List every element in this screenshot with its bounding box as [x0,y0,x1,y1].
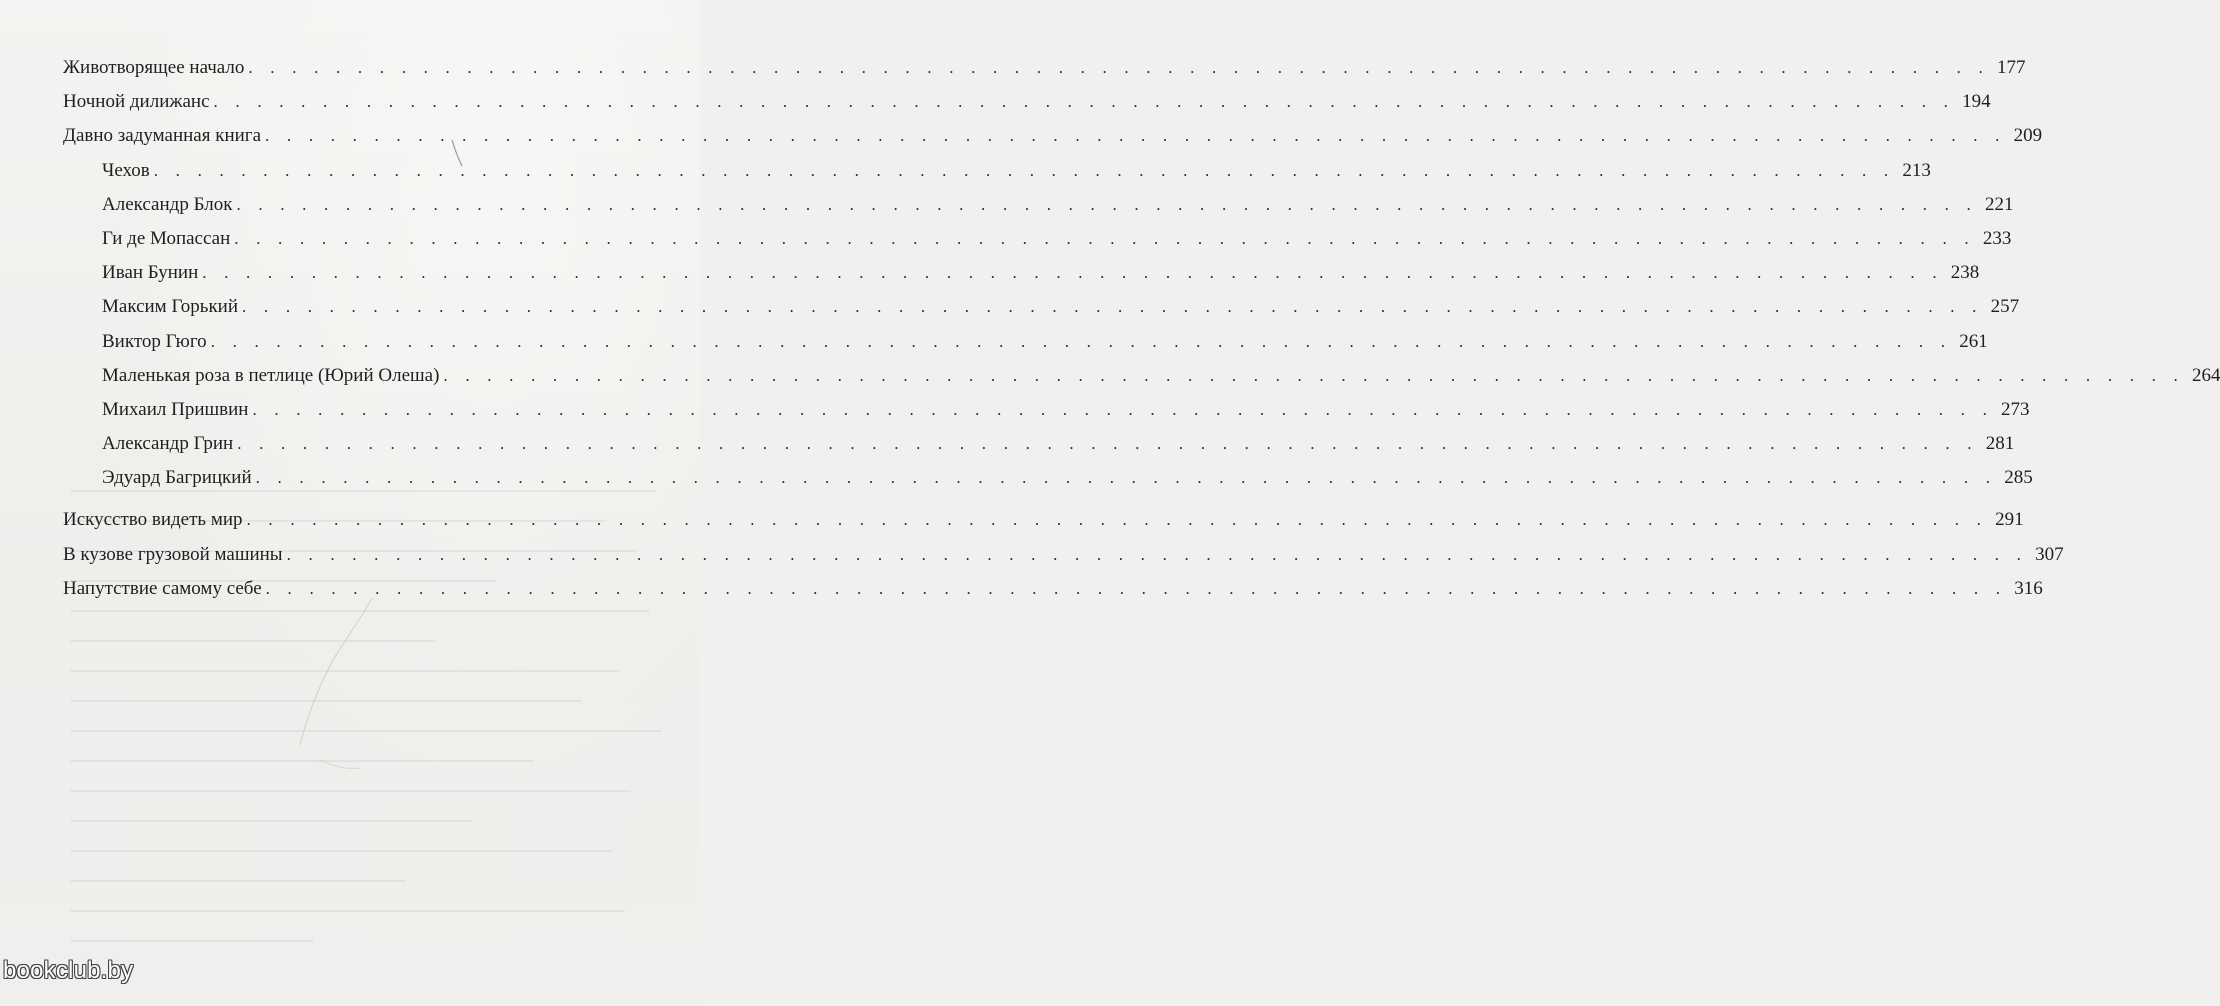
toc-entry-page-number: 307 [2035,543,2064,565]
toc-entry-title: Эдуард Багрицкий [102,467,252,489]
toc-entry-title: Александр Блок [102,193,233,215]
dot-leader: . . . . . . . . . . . . . . . . . . . . . . . . . . . . . . . . . . . . . . . . . . . . . . . . . . . . . . . . . . . . . . . . . . . . . . . . . . . . . . . . [242,297,1984,317]
dot-leader: . . . . . . . . . . . . . . . . . . . . . . . . . . . . . . . . . . . . . . . . . . . . . . . . . . . . . . . . . . . . . . . . . . . . . . . . . . . . . . . . [210,331,1952,351]
dot-leader: . . . . . . . . . . . . . . . . . . . . . . . . . . . . . . . . . . . . . . . . . . . . . . . . . . . . . . . . . . . . . . . . . . . . . . . . . . . . . . . . [252,399,1994,419]
toc-entry-title: Давно задуманная книга [63,125,262,147]
table-of-contents [63,57,2220,612]
toc-entry-page-number: 177 [1996,57,2026,78]
toc-entry-title: Животворящее начало [63,57,245,78]
toc-entry-page-number: 273 [2001,398,2030,420]
toc-entry-page-number: 261 [1959,330,1988,352]
toc-entry [63,296,2020,330]
toc-entry-page-number: 285 [2004,467,2033,489]
toc-entry-title: В кузове грузовой машины [63,543,283,565]
toc-entry-title: Иван Бунин [102,262,199,284]
dot-leader: . . . . . . . . . . . . . . . . . . . . . . . . . . . . . . . . . . . . . . . . . . . . . . . . . . . . . . . . . . . . . . . . . . . . . . . . . . . . . . . . [248,58,1990,77]
toc-entry-page-number: 213 [1902,159,1931,181]
toc-entry-title: Искусство видеть мир [63,509,243,531]
toc-entry-title: Александр Грин [102,433,234,455]
dot-leader: . . . . . . . . . . . . . . . . . . . . . . . . . . . . . . . . . . . . . . . . . . . . . . . . . . . . . . . . . . . . . . . . . . . . . . . . . . . . . . . . [202,263,1944,283]
toc-entry [63,577,2043,612]
dot-leader: . . . . . . . . . . . . . . . . . . . . . . . . . . . . . . . . . . . . . . . . . . . . . . . . . . . . . . . . . . . . . . . . . . . . . . . . . . . . . . . . [255,468,1997,488]
toc-entry [63,125,2043,159]
toc-entry [63,509,2024,543]
toc-entry-page-number: 264 [2191,364,2220,386]
dot-leader: . . . . . . . . . . . . . . . . . . . . . . . . . . . . . . . . . . . . . . . . . . . . . . . . . . . . . . . . . . . . . . . . . . . . . . . . . . . . . . . . [443,365,2185,385]
toc-entry-page-number: 281 [1985,433,2015,455]
toc-entry-page-number: 291 [1995,509,2024,531]
dot-leader: . . . . . . . . . . . . . . . . . . . . . . . . . . . . . . . . . . . . . . . . . . . . . . . . . . . . . . . . . . . . . . . . . . . . . . . . . . . . . . . . [286,544,2028,564]
toc-entry-title: Михаил Пришвин [102,398,249,420]
toc-entry [63,398,2030,433]
toc-entry-title: Чехов [102,159,150,181]
toc-entry [63,227,2012,262]
site-watermark: bookclub.by [3,957,134,984]
dot-leader: . . . . . . . . . . . . . . . . . . . . . . . . . . . . . . . . . . . . . . . . . . . . . . . . . . . . . . . . . . . . . . . . . . . . . . . . . . . . . . . . [237,434,1979,454]
toc-entry [63,159,1931,194]
toc-entry-page-number: 316 [2014,577,2043,599]
toc-entry-page-number: 238 [1950,262,1980,284]
dot-leader: . . . . . . . . . . . . . . . . . . . . . . . . . . . . . . . . . . . . . . . . . . . . . . . . . . . . . . . . . . . . . . . . . . . . . . . . . . . . . . . . [236,194,1978,214]
toc-entry-title: Ночной дилижанс [63,91,210,113]
toc-entry-page-number: 209 [2013,125,2043,147]
toc-entry [63,91,1991,125]
toc-entry [63,364,2220,399]
toc-entry-title: Напутствие самому себе [63,577,262,599]
dot-leader: . . . . . . . . . . . . . . . . . . . . . . . . . . . . . . . . . . . . . . . . . . . . . . . . . . . . . . . . . . . . . . . . . . . . . . . . . . . . . . . . [213,92,1955,112]
dot-leader: . . . . . . . . . . . . . . . . . . . . . . . . . . . . . . . . . . . . . . . . . . . . . . . . . . . . . . . . . . . . . . . . . . . . . . . . . . . . . . . . [246,510,1988,530]
toc-entry-page-number: 233 [1982,227,2012,249]
toc-entry [63,433,2015,467]
dot-leader: . . . . . . . . . . . . . . . . . . . . . . . . . . . . . . . . . . . . . . . . . . . . . . . . . . . . . . . . . . . . . . . . . . . . . . . . . . . . . . . . [265,126,2007,146]
dot-leader: . . . . . . . . . . . . . . . . . . . . . . . . . . . . . . . . . . . . . . . . . . . . . . . . . . . . . . . . . . . . . . . . . . . . . . . . . . . . . . . . [265,578,2007,598]
dot-leader: . . . . . . . . . . . . . . . . . . . . . . . . . . . . . . . . . . . . . . . . . . . . . . . . . . . . . . . . . . . . . . . . . . . . . . . . . . . . . . . . [234,228,1976,248]
toc-entry [63,467,2033,501]
toc-entry-title: Маленькая роза в петлице (Юрий Олеша) [102,364,440,386]
toc-entry [63,193,2014,228]
toc-entry-page-number: 257 [1990,296,2020,318]
toc-entry-page-number: 194 [1962,91,1991,113]
toc-entry [63,57,2026,91]
toc-entry [63,330,1988,365]
toc-entry-title: Ги де Мопассан [102,227,231,249]
toc-entry-title: Максим Горький [102,296,239,318]
toc-entry-title: Виктор Гюго [102,330,207,352]
toc-entry-page-number: 221 [1985,193,2014,215]
toc-entry [63,543,2064,578]
toc-entry [63,262,1980,296]
dot-leader: . . . . . . . . . . . . . . . . . . . . . . . . . . . . . . . . . . . . . . . . . . . . . . . . . . . . . . . . . . . . . . . . . . . . . . . . . . . . . . . . [153,160,1895,180]
